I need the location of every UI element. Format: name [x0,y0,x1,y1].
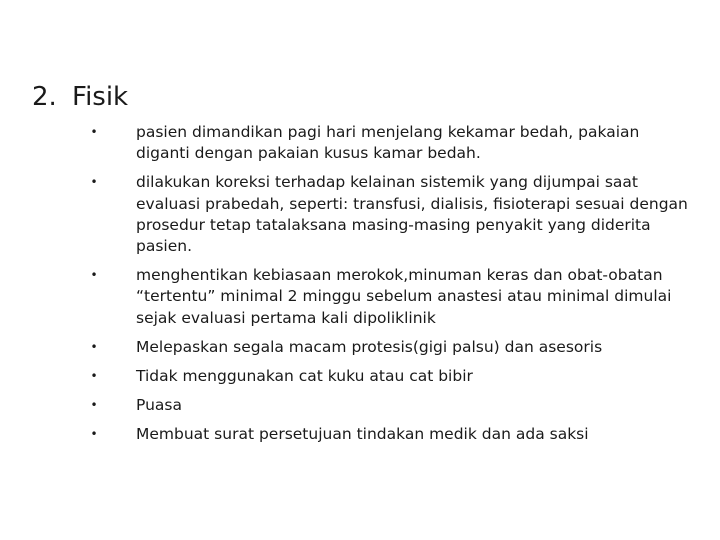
list-item-text: Melepaskan segala macam protesis(gigi palsu) dan asesoris [136,337,603,356]
bullet-icon: • [90,398,98,413]
list-item [88,366,688,387]
list-item-text: pasien dimandikan pagi hari menjelang kekamar bedah, pakaian diganti dengan pakaian kusus kamar bedah. [136,123,640,163]
list-item-text: Membuat surat persetujuan tindakan medik dan ada saksi [136,425,589,444]
bullet-icon: • [90,339,98,354]
list-item [88,337,688,358]
bullet-icon: • [90,175,98,190]
list-item [88,265,688,329]
list-item [88,122,688,164]
bullet-icon: • [90,125,98,139]
list-item-text: Tidak menggunakan cat kuku atau cat bibir [136,367,473,386]
list-item-text: dilakukan koreksi terhadap kelainan sistemik yang dijumpai saat evaluasi prabedah, seperti: transfusi, dialisis, fisioterapi sesuai dengan prosedur tetap tatalaksana masing-masing penyakit yang diderita pasien. [136,173,688,256]
list-item [88,424,688,445]
bullet-icon: • [90,369,98,384]
bullet-icon: • [90,268,98,283]
section-title: Fisik [72,82,129,112]
list-item-text: Puasa [136,396,182,415]
bullet-icon: • [90,427,98,442]
list-item [88,395,688,416]
section-number: 2. [32,82,57,112]
section-heading [32,80,128,114]
list-item [88,172,688,257]
bullet-list [88,122,688,454]
list-item-text: menghentikan kebiasaan merokok,minuman keras dan obat-obatan “tertentu” minimal 2 minggu sebelum anastesi atau minimal dimulai sejak evaluasi pertama kali dipoliklinik [136,266,672,327]
